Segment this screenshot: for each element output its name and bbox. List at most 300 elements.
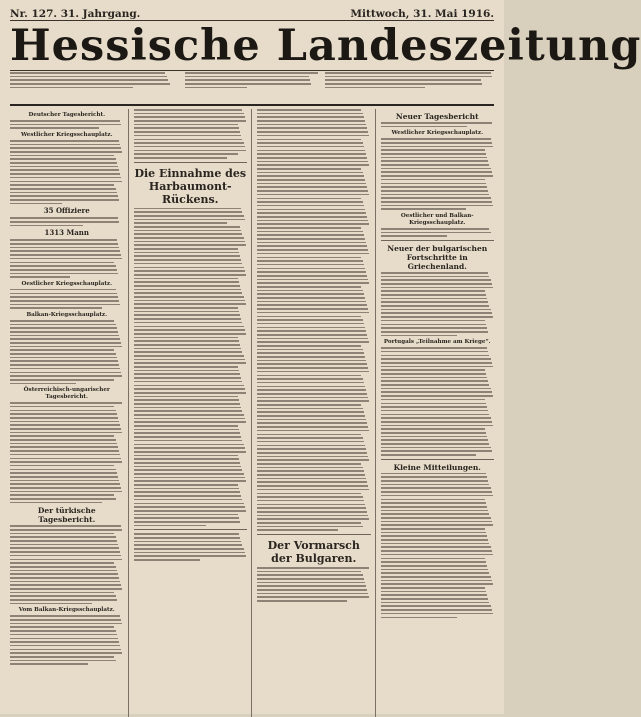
text-line <box>257 249 368 251</box>
text-block <box>10 239 124 277</box>
text-line <box>134 488 240 490</box>
text-line <box>134 366 238 368</box>
text-line <box>381 617 457 619</box>
text-line <box>257 470 364 472</box>
text-line <box>134 150 246 152</box>
text-line <box>134 109 243 111</box>
text-line <box>134 418 245 420</box>
text-line <box>134 252 240 254</box>
text-line <box>381 583 493 585</box>
text-line <box>381 287 493 289</box>
text-line <box>381 598 489 600</box>
column-2 <box>134 109 253 717</box>
text-line <box>257 493 361 495</box>
text-line <box>381 439 489 441</box>
text-line <box>10 619 121 621</box>
text-line <box>381 327 488 329</box>
text-line <box>381 539 489 541</box>
text-line <box>257 419 366 421</box>
text-line <box>381 554 493 556</box>
text-line <box>10 649 121 651</box>
divider <box>134 529 248 530</box>
text-line <box>10 368 120 370</box>
text-line <box>381 149 485 151</box>
text-line <box>10 592 114 594</box>
text-line <box>10 364 119 366</box>
text-line <box>134 466 242 468</box>
text-line <box>134 230 242 232</box>
text-line <box>10 638 118 640</box>
text-line <box>134 255 241 257</box>
text-line <box>134 495 242 497</box>
text-line <box>134 477 245 479</box>
text-line <box>257 356 365 358</box>
text-line <box>134 303 246 305</box>
text-line <box>257 120 365 122</box>
text-line <box>257 153 366 155</box>
text-line <box>10 623 122 625</box>
text-line <box>381 473 487 475</box>
text-line <box>10 169 119 171</box>
text-line <box>134 388 245 390</box>
text-line <box>257 456 368 458</box>
text-line <box>257 437 363 439</box>
text-line <box>381 495 493 497</box>
officers-count: 35 Offiziere <box>43 206 90 216</box>
text-line <box>134 359 245 361</box>
text-line <box>257 186 367 188</box>
text-line <box>10 87 133 89</box>
text-line <box>10 472 117 474</box>
text-block <box>134 226 248 526</box>
text-line <box>185 79 310 81</box>
text-line <box>325 87 424 89</box>
article-columns <box>10 109 494 717</box>
text-line <box>10 173 120 175</box>
text-line <box>381 351 489 353</box>
text-line <box>381 380 489 382</box>
text-line <box>134 396 238 398</box>
text-line <box>257 113 363 115</box>
text-line <box>134 537 241 539</box>
text-line <box>257 279 368 281</box>
text-line <box>257 275 367 277</box>
text-line <box>257 175 364 177</box>
text-line <box>257 582 365 584</box>
text-line <box>10 439 116 441</box>
text-block <box>10 120 124 129</box>
text-line <box>134 153 238 155</box>
text-line <box>257 179 365 181</box>
text-line <box>257 386 365 388</box>
text-line <box>134 120 246 122</box>
text-line <box>381 283 492 285</box>
text-line <box>381 569 489 571</box>
text-line <box>257 146 364 148</box>
text-line <box>134 491 241 493</box>
text-line <box>257 445 365 447</box>
text-line <box>10 304 120 306</box>
text-line <box>257 327 365 329</box>
text-line <box>10 296 118 298</box>
text-line <box>10 424 120 426</box>
text-line <box>257 127 367 129</box>
text-line <box>134 544 243 546</box>
text-line <box>257 157 367 159</box>
text-line <box>381 417 491 419</box>
text-line <box>134 510 246 512</box>
text-line <box>257 168 361 170</box>
text-line <box>10 432 122 434</box>
text-line <box>10 656 114 658</box>
text-line <box>257 529 338 531</box>
text-line <box>10 320 114 322</box>
text-line <box>257 375 361 377</box>
text-line <box>257 201 363 203</box>
text-line <box>381 355 490 357</box>
text-line <box>381 591 487 593</box>
text-line <box>134 124 238 126</box>
text-line <box>381 126 467 128</box>
text-block <box>381 347 495 456</box>
text-line <box>257 116 364 118</box>
text-line <box>381 373 487 375</box>
text-line <box>257 345 361 347</box>
text-line <box>325 76 492 78</box>
headline-german-report: Deutscher Tagesbericht. <box>28 112 106 118</box>
text-line <box>257 139 361 141</box>
text-line <box>134 278 238 280</box>
text-line <box>10 595 116 597</box>
text-line <box>10 203 62 205</box>
text-line <box>257 209 365 211</box>
text-line <box>10 262 114 264</box>
text-line <box>381 565 488 567</box>
text-line <box>257 150 365 152</box>
text-line <box>10 346 122 348</box>
text-line <box>381 513 490 515</box>
text-line <box>134 318 242 320</box>
text-line <box>134 211 243 213</box>
text-line <box>381 510 489 512</box>
text-line <box>10 124 121 126</box>
headline-austro-hungarian-report: Österreichisch-ungarischer Tagesbericht. <box>23 387 110 401</box>
text-block <box>134 208 248 224</box>
text-line <box>134 116 245 118</box>
text-line <box>134 414 244 416</box>
text-line <box>10 634 117 636</box>
text-line <box>257 257 361 259</box>
text-line <box>381 301 489 303</box>
text-line <box>185 72 319 74</box>
text-line <box>381 432 487 434</box>
text-line <box>10 147 121 149</box>
text-line <box>381 550 492 552</box>
advertising-rates <box>325 72 494 104</box>
text-block <box>257 109 371 531</box>
text-block <box>10 140 124 204</box>
text-line <box>381 201 492 203</box>
text-line <box>381 602 490 604</box>
text-line <box>257 504 365 506</box>
text-line <box>134 267 244 269</box>
text-line <box>10 421 119 423</box>
text-line <box>381 395 493 397</box>
text-line <box>134 410 243 412</box>
text-line <box>134 521 241 523</box>
text-line <box>257 596 369 598</box>
text-line <box>381 138 491 140</box>
text-line <box>10 357 117 359</box>
text-line <box>381 421 492 423</box>
text-line <box>381 205 493 207</box>
text-line <box>10 166 118 168</box>
text-line <box>134 377 242 379</box>
text-line <box>134 237 244 239</box>
text-line <box>10 225 83 227</box>
text-line <box>257 371 369 373</box>
text-block <box>381 228 495 237</box>
text-line <box>10 331 118 333</box>
text-line <box>134 244 246 246</box>
text-line <box>381 580 492 582</box>
text-line <box>257 459 369 461</box>
text-line <box>257 234 364 236</box>
text-line <box>257 323 364 325</box>
text-line <box>10 199 119 201</box>
text-line <box>134 440 243 442</box>
text-line <box>134 113 244 115</box>
text-line <box>381 362 492 364</box>
text-line <box>381 168 491 170</box>
text-line <box>10 469 116 471</box>
text-line <box>381 164 490 166</box>
text-block <box>381 122 495 127</box>
text-line <box>134 499 243 501</box>
text-line <box>381 447 491 449</box>
text-line <box>381 572 490 574</box>
text-line <box>134 458 240 460</box>
text-line <box>381 290 485 292</box>
text-line <box>134 226 241 228</box>
column-4 <box>381 109 495 717</box>
text-line <box>257 142 363 144</box>
text-line <box>257 507 366 509</box>
text-line <box>134 351 243 353</box>
text-line <box>381 324 487 326</box>
text-block <box>257 567 371 602</box>
text-line <box>10 581 120 583</box>
text-line <box>381 369 485 371</box>
text-line <box>10 342 121 344</box>
subscription-info <box>10 70 494 106</box>
text-line <box>381 491 492 493</box>
text-line <box>257 382 364 384</box>
text-block <box>381 138 495 210</box>
text-line <box>10 162 117 164</box>
text-line <box>381 305 490 307</box>
text-line <box>257 223 369 225</box>
text-line <box>134 503 244 505</box>
text-line <box>10 192 117 194</box>
text-line <box>10 465 114 467</box>
text-line <box>257 411 364 413</box>
text-line <box>257 319 363 321</box>
text-line <box>381 594 488 596</box>
text-line <box>10 79 168 81</box>
text-line <box>10 276 70 278</box>
text-line <box>381 347 488 349</box>
text-line <box>257 448 366 450</box>
text-line <box>10 450 119 452</box>
text-line <box>134 289 242 291</box>
headline-western-front: Westlicher Kriegsschauplatz. <box>20 131 113 138</box>
text-line <box>257 330 366 332</box>
text-line <box>10 615 120 617</box>
text-line <box>381 558 485 560</box>
text-line <box>134 555 246 557</box>
headline-eastern-front: Oestlicher Kriegsschauplatz. <box>21 280 113 287</box>
text-line <box>381 487 491 489</box>
headline-western-front-2: Westlicher Kriegsschauplatz. <box>391 130 484 137</box>
text-line <box>10 454 120 456</box>
text-line <box>134 270 245 272</box>
text-line <box>134 296 244 298</box>
text-line <box>257 316 361 318</box>
headline-balkan-front: Balkan-Kriegsschauplatz. <box>26 311 108 318</box>
text-line <box>10 402 122 404</box>
text-line <box>257 574 363 576</box>
text-line <box>381 576 491 578</box>
text-line <box>257 571 361 573</box>
text-line <box>134 314 241 316</box>
text-line <box>257 271 366 273</box>
text-line <box>381 484 490 486</box>
text-line <box>381 358 491 360</box>
text-line <box>134 326 244 328</box>
text-line <box>10 158 116 160</box>
text-line <box>381 309 491 311</box>
text-line <box>134 517 240 519</box>
headline-small-notes: Kleine Mitteilungen. <box>393 462 481 472</box>
text-line <box>10 566 116 568</box>
text-line <box>10 72 165 74</box>
text-line <box>381 194 490 196</box>
text-line <box>10 494 114 496</box>
headline-balkan-report: Vom Balkan-Kriegsschauplatz. <box>18 607 115 614</box>
text-line <box>10 184 114 186</box>
text-line <box>381 450 492 452</box>
text-line <box>257 426 368 428</box>
text-line <box>381 476 488 478</box>
text-line <box>134 373 241 375</box>
text-line <box>134 139 243 141</box>
text-line <box>257 481 367 483</box>
text-line <box>134 219 245 221</box>
text-line <box>134 259 242 261</box>
text-line <box>381 179 485 181</box>
text-line <box>381 232 491 234</box>
text-line <box>10 476 118 478</box>
text-line <box>134 127 240 129</box>
text-line <box>381 153 487 155</box>
text-line <box>10 533 114 535</box>
text-line <box>381 279 491 281</box>
text-line <box>134 215 244 217</box>
text-line <box>381 228 490 230</box>
text-line <box>257 220 368 222</box>
text-line <box>134 322 243 324</box>
text-line <box>134 337 238 339</box>
text-line <box>257 312 369 314</box>
text-line <box>185 83 312 85</box>
text-line <box>381 499 485 501</box>
text-line <box>134 385 244 387</box>
text-line <box>134 403 241 405</box>
text-line <box>10 254 121 256</box>
text-line <box>10 383 76 385</box>
headline-turkish-report: Der türkische Tagesbericht. <box>37 506 96 525</box>
text-line <box>381 524 493 526</box>
text-line <box>10 645 120 647</box>
text-line <box>10 555 121 557</box>
headline-bulgarian-advance: Der Vormarsch der Bulgaren. <box>267 538 360 565</box>
text-line <box>257 238 365 240</box>
text-line <box>134 399 240 401</box>
text-line <box>134 469 243 471</box>
text-line <box>134 135 242 137</box>
text-line <box>10 410 116 412</box>
text-line <box>10 247 119 249</box>
top-line <box>10 6 494 21</box>
text-line <box>134 329 245 331</box>
text-line <box>257 578 364 580</box>
text-line <box>257 352 364 354</box>
text-line <box>381 186 488 188</box>
text-line <box>10 584 121 586</box>
text-line <box>257 190 368 192</box>
men-count: 1313 Mann <box>44 228 89 238</box>
text-line <box>10 360 118 362</box>
text-line <box>257 131 368 133</box>
text-line <box>381 454 476 456</box>
text-line <box>257 161 368 163</box>
text-line <box>10 599 117 601</box>
text-line <box>381 272 489 274</box>
column-3 <box>257 109 376 717</box>
text-line <box>10 443 117 445</box>
text-line <box>134 429 240 431</box>
text-line <box>257 489 369 491</box>
text-line <box>10 428 121 430</box>
text-line <box>325 72 490 74</box>
text-line <box>257 194 369 196</box>
text-line <box>134 348 242 350</box>
text-line <box>134 233 243 235</box>
text-line <box>10 446 118 448</box>
text-line <box>257 205 364 207</box>
text-line <box>257 441 364 443</box>
text-block <box>10 217 124 226</box>
headline-new-report: Neuer Tagesbericht <box>395 112 479 121</box>
text-line <box>381 436 488 438</box>
text-line <box>257 434 361 436</box>
text-line <box>257 212 366 214</box>
text-line <box>10 375 122 377</box>
text-line <box>257 341 369 343</box>
text-line <box>257 393 367 395</box>
text-line <box>381 316 493 318</box>
